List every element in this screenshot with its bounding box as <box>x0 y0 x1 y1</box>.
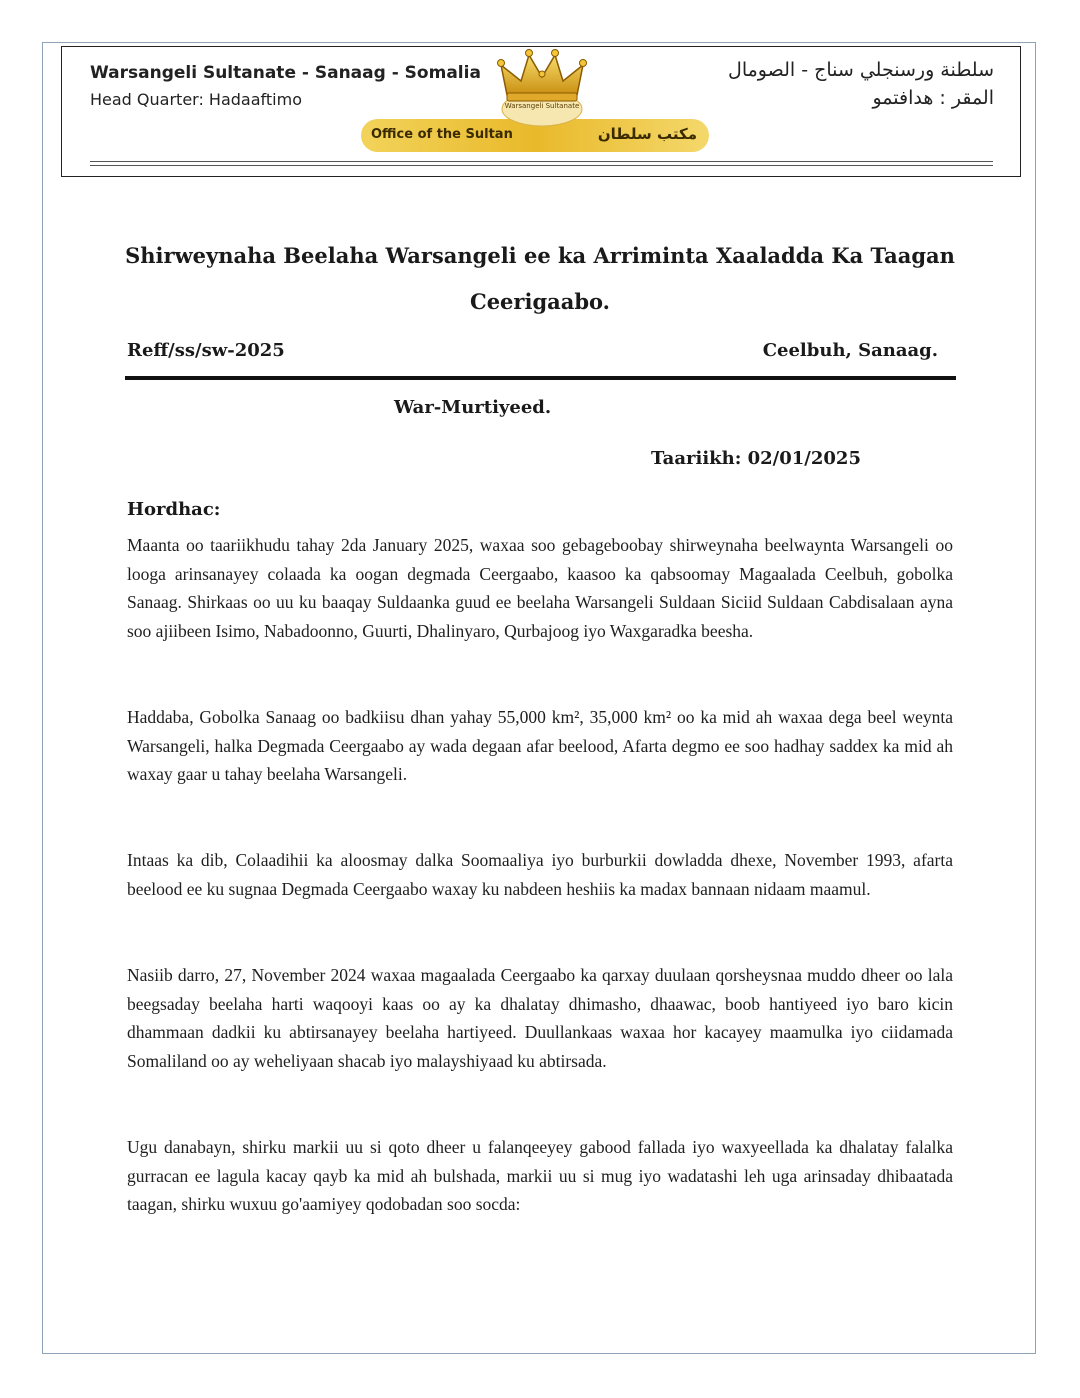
paragraph-4: Nasiib darro, 27, November 2024 waxaa magaalada Ceergaabo ka qarxay duulaan qorsheysnaa muddo dheer oo lala beegsaday beelaha harti waqooyi kaas oo ay ka dhalatay dhimasho, dhaawac, boob hantiyeed iyo baro kicin dhammaan dadkii ku abtirsanayey beelaha hartiyeed. Duullankaas waxaa hor kacayey maamulka iyo ciidamada Somaliland oo ay weheliyaan shacab iyo malayshiyaad ku abtirsada. <box>127 965 953 1071</box>
office-english-label: Office of the Sultan <box>371 127 513 142</box>
letterhead-rule-bottom <box>90 165 993 166</box>
office-arabic-label: مكتب سلطان <box>597 125 697 143</box>
title-line-2: Ceerigaabo. <box>469 289 610 314</box>
title-line-1: Shirweynaha Beelaha Warsangeli ee ka Arriminta Xaaladda Ka Taagan <box>125 243 955 268</box>
paragraph-3: Intaas ka dib, Colaadihii ka aloosmay dalka Soomaaliya iyo burburkii dowladda dhexe, November 1993, afarta beelood ee ku sugnaa Degmada Ceergaabo waxay ku nabdeen heshiis ka madax bannaan nidaam maamul. <box>127 850 953 899</box>
place-of-issue: Ceelbuh, Sanaag. <box>762 340 938 361</box>
reference-number: Reff/ss/sw-2025 <box>127 340 285 361</box>
letterhead-arabic-title: سلطنة ورسنجلي سناج - الصومال <box>728 59 994 81</box>
intro-heading: Hordhac: <box>127 499 221 520</box>
document-date: Taariikh: 02/01/2025 <box>651 448 861 469</box>
document-title <box>125 233 955 325</box>
letterhead <box>61 46 1021 177</box>
crown-logo-icon <box>487 47 597 129</box>
document-subject: War-Murtiyeed. <box>394 397 552 418</box>
paragraph-5: Ugu danabayn, shirku markii uu si qoto dheer u falanqeeyey gabood fallada iyo waxyeellada ka dhalatay falalka gurracan ee lagula kacay qayb ka mid ah bulshada, markii uu si mug iyo wadatashi leh uga arinsaday dhibaatada taagan, shirku wuxuu go'aamiyey qodobadan soo socda: <box>127 1137 953 1215</box>
paragraph-2: Haddaba, Gobolka Sanaag oo badkiisu dhan yahay 55,000 km², 35,000 km² oo ka mid ah waxaa dega beel weynta Warsangeli, halka Degmada Ceergaabo ay wada degaan afar beelood, Afarta degmo ee soo hadhay saddex ka mid ah waxay gaar u tahay beelaha Warsangeli. <box>127 707 953 785</box>
letterhead-rule-top <box>90 161 993 162</box>
letterhead-arabic-subtitle: المقر : هدافتمو <box>872 87 994 109</box>
letterhead-english-title: Warsangeli Sultanate - Sanaag - Somalia <box>90 63 481 83</box>
letterhead-english-subtitle: Head Quarter: Hadaaftimo <box>90 90 302 109</box>
logo-caption: Warsangeli Sultanate <box>504 102 580 110</box>
header-divider <box>125 376 956 380</box>
paragraph-1: Maanta oo taariikhudu tahay 2da January 2025, waxaa soo gebageboobay shirweynaha beelwaynta Warsangeli oo looga arinsanayey colaada ka oogan degmada Ceergaabo, kaasoo ka qabsoomay Magaalada Ceelbuh, gobolka Sanaag. Shirkaas oo uu ku baaqay Suldaanka guud ee beelaha Warsangeli Suldaan Siciid Suldaan Cabdisalaan ayna soo ajiibeen Isimo, Nabadoonno, Guurti, Dhalinyaro, Qurbajoog iyo Waxgaradka beesha. <box>127 535 953 641</box>
